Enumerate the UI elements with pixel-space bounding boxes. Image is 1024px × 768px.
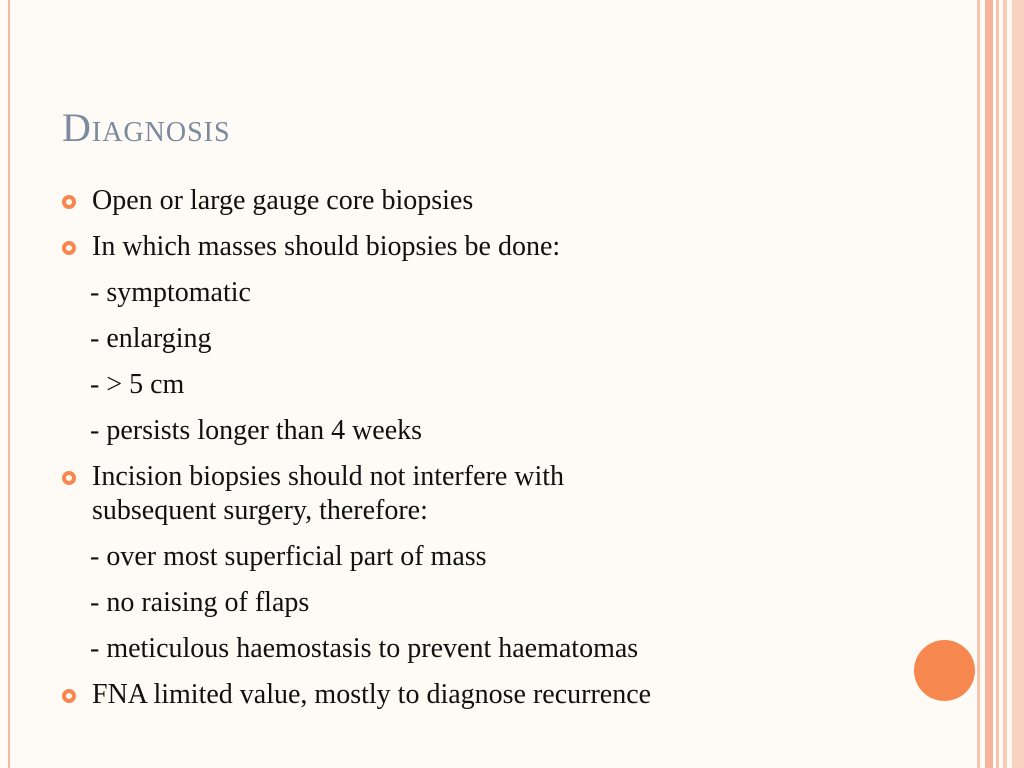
- right-stripe-5: [1012, 0, 1024, 768]
- bullet-ring-icon: [62, 471, 76, 485]
- sub-list-item: [62, 414, 942, 448]
- sub-list-item: [62, 368, 942, 402]
- sub-item-text: - enlarging: [90, 323, 212, 354]
- sub-list-item: [62, 586, 942, 620]
- bullet-ring-icon: [62, 241, 76, 255]
- sub-list-item: [62, 276, 942, 310]
- right-stripe-3: [996, 0, 999, 768]
- list-item: [62, 678, 942, 712]
- left-border-line: [8, 0, 10, 768]
- list-item-text: subsequent surgery, therefore:: [92, 495, 428, 526]
- right-stripe-4: [1003, 0, 1007, 768]
- list-item: [62, 184, 942, 218]
- sub-list-item: [62, 540, 942, 574]
- decorative-circle: [914, 640, 975, 701]
- sub-item-text: - > 5 cm: [90, 369, 185, 400]
- sub-item-text: - symptomatic: [90, 277, 251, 308]
- list-item: [62, 230, 942, 264]
- bullet-list: [62, 184, 942, 724]
- right-stripe-2: [985, 0, 993, 768]
- list-item-text: In which masses should biopsies be done:: [92, 231, 561, 262]
- slide-title: Diagnosis: [62, 105, 231, 150]
- bullet-ring-icon: [62, 689, 76, 703]
- list-item-continuation: [62, 494, 942, 528]
- list-item-text: Incision biopsies should not interfere with: [92, 461, 565, 492]
- sub-item-text: - over most superficial part of mass: [90, 541, 487, 572]
- sub-item-text: - persists longer than 4 weeks: [90, 415, 423, 446]
- right-stripe-1: [977, 0, 980, 768]
- bullet-ring-icon: [62, 195, 76, 209]
- list-item-text: FNA limited value, mostly to diagnose recurrence: [92, 679, 652, 710]
- list-item-text: Open or large gauge core biopsies: [92, 185, 474, 216]
- sub-item-text: - meticulous haemostasis to prevent haematomas: [90, 633, 639, 664]
- sub-item-text: - no raising of flaps: [90, 587, 310, 618]
- sub-list-item: [62, 322, 942, 356]
- sub-list-item: [62, 632, 942, 666]
- list-item: [62, 460, 942, 494]
